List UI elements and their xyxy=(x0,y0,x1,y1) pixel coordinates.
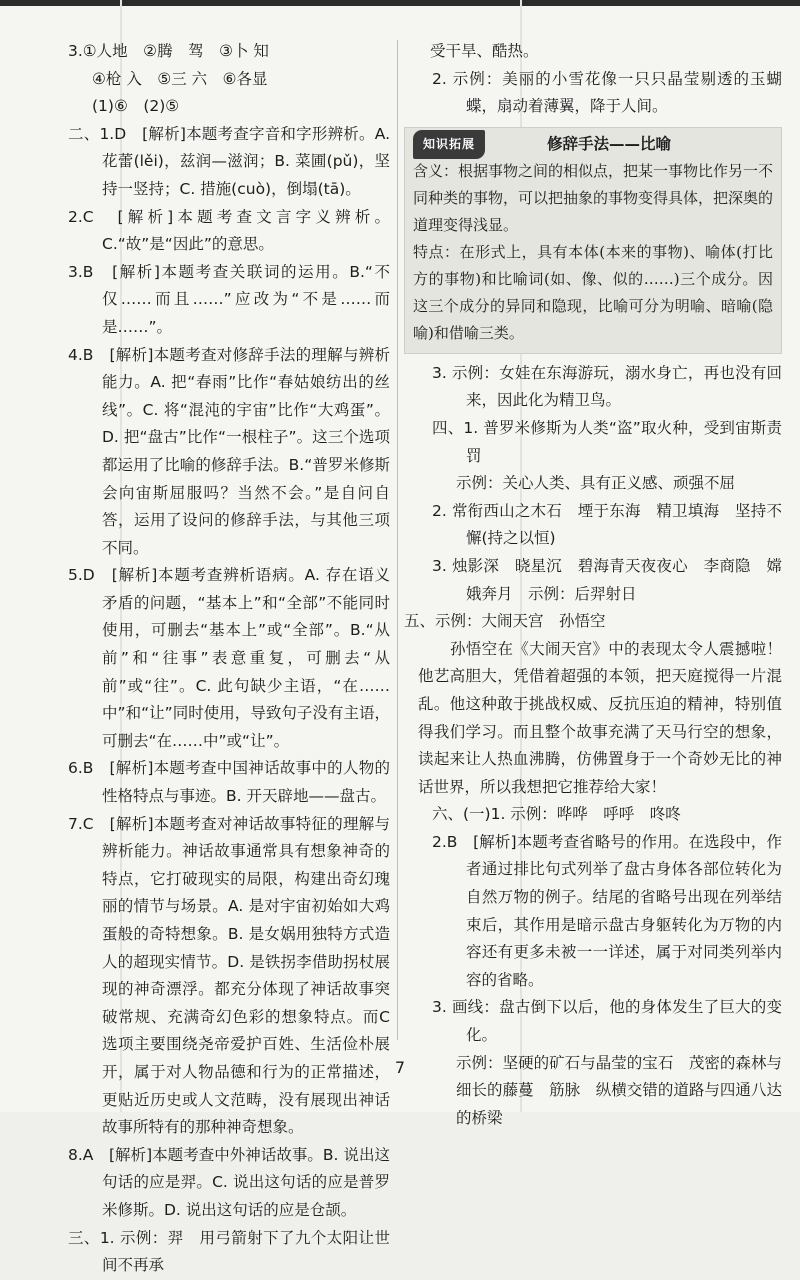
knowledge-features: 特点：在形式上，具有本体(本来的事物)、喻体(打比方的事物)和比喻词(如、像、似的……)三个成分。因这三个成分的异同和隐现，比喻可分为明喻、暗喻(隐喻)和借喻三类。 xyxy=(413,242,773,342)
knowledge-box-header xyxy=(413,132,773,158)
right-column xyxy=(404,38,782,1132)
answer-line: 六、(一)1. 示例：哗哗 呼呼 咚咚 xyxy=(432,805,681,824)
answer-line: 3. 示例：女娃在东海游玩，溺水身亡，再也没有回来，因此化为精卫鸟。 xyxy=(432,363,782,410)
answer-line: 三、1. 示例：羿 用弓箭射下了九个太阳让世间不再承 xyxy=(68,1228,390,1275)
answer-line: 孙悟空在《大闹天宫》中的表现太令人震撼啦！他艺高胆大，凭借着超强的本领，把天庭搅得一片混乱。他这种敢于挑战权威、反抗压迫的精神，特别值得我们学习。而且整个故事充满了天马行空的想象，读起来让人热血沸腾，仿佛置身于一个奇妙无比的神话世界，所以我想把它推荐给大家！ xyxy=(418,639,782,796)
knowledge-definition: 含义：根据事物之间的相似点，把某一事物比作另一不同种类的事物，可以把抽象的事物变得具体，把深奥的道理变得浅显。 xyxy=(413,161,774,234)
answer-line: (1)⑥ (2)⑤ xyxy=(92,97,180,116)
answer-line: 2. 示例：美丽的小雪花像一只只晶莹剔透的玉蝴蝶，扇动着薄翼，降于人间。 xyxy=(432,69,782,116)
answer-line: 受干旱、酷热。 xyxy=(430,42,539,60)
right-top-answers xyxy=(404,38,782,121)
answer-line: 8.A [解析]本题考查中外神话故事。B. 说出这句话的应是羿。C. 说出这句话的应是普罗米修斯。D. 说出这句话的应是仓颉。 xyxy=(68,1145,390,1219)
answer-line: 2.B [解析]本题考查省略号的作用。在选段中，作者通过排比句式列举了盘古身体各部位转化为自然万物的例子。结尾的省略号出现在列举结束后，其作用是暗示盘古身躯转化为万物的内容还有更多未被一一详述，属于对同类列举内容的省略。 xyxy=(432,832,782,989)
answer-line: 3.①人地 ②腾 驾 ③卜 知 xyxy=(68,42,269,60)
right-bottom-answers xyxy=(404,360,782,1133)
knowledge-badge: 知识拓展 xyxy=(413,130,485,159)
page-number: 7 xyxy=(394,1058,406,1077)
answer-line: 5.D [解析]本题考查辨析语病。A. 存在语义矛盾的问题，“基本上”和“全部”不能同时使用，可删去“基本上”或“全部”。B.“从前”和“往事”表意重复，可删去“从前”或“往”。C. 此句缺少主语，“在……中”和“让”同时使用，导致句子没有主语，可删去“在……中”或“让”。 xyxy=(68,566,390,750)
answer-line: 2. 常衔西山之木石 堙于东海 精卫填海 坚持不懈(持之以恒) xyxy=(432,501,782,548)
answer-line: 示例：坚硬的矿石与晶莹的宝石 茂密的森林与细长的藤蔓 筋脉 纵横交错的道路与四通八达的桥梁 xyxy=(456,1053,782,1127)
column-divider xyxy=(397,40,398,1040)
answer-line: 示例：关心人类、具有正义感、顽强不屈 xyxy=(456,474,736,493)
answer-line: 7.C [解析]本题考查对神话故事特征的理解与辨析能力。神话故事通常具有想象神奇的特点，它打破现实的局限，构建出奇幻瑰丽的情节与场景。A. 是对宇宙初始如大鸡蛋般的奇特想象。B. 是女娲用独特方式造人的超现实情节。D. 是铁拐李借助拐杖展现的神奇漂浮。都充分体现了神话故事突破常规、充满奇幻色彩的想象特点。而C选项主要围绕尧帝爱护百姓、生活俭朴展开，属于对人物品德和行为的正常描述，更贴近历史或人文范畴，没有展现出神话故事所特有的那种神奇想象。 xyxy=(68,814,390,1137)
answer-line: 五、示例：大闹天宫 孙悟空 xyxy=(404,612,606,631)
knowledge-title: 修辞手法——比喻 xyxy=(547,135,672,154)
answer-line: ④枪 入 ⑤三 六 ⑥各显 xyxy=(92,69,268,88)
answer-line: 二、1.D [解析]本题考查字音和字形辨析。A. 花蕾(lěi)，兹润—滋润；B. 菜圃(pǔ)，坚持一竖持；C. 措施(cuò)，倒塌(tā)。 xyxy=(68,124,390,198)
knowledge-box xyxy=(404,127,782,354)
left-column xyxy=(40,38,390,1280)
answer-line: 四、1. 普罗米修斯为人类“盗”取火种，受到宙斯责罚 xyxy=(432,418,782,465)
answer-line: 6.B [解析]本题考查中国神话故事中的人物的性格特点与事迹。B. 开天辟地——盘古。 xyxy=(68,759,390,806)
answer-line: 2.C [解析]本题考查文言字义辨析。C.“故”是“因此”的意思。 xyxy=(68,207,390,254)
answer-line: 3. 画线：盘古倒下以后，他的身体发生了巨大的变化。 xyxy=(432,998,782,1045)
answer-line: 3.B [解析]本题考查关联词的运用。B.“不仅……而且……”应改为“不是……而是……”。 xyxy=(68,262,390,336)
answer-line: 3. 烛影深 晓星沉 碧海青天夜夜心 李商隐 嫦娥奔月 示例：后羿射日 xyxy=(432,556,782,603)
answer-line: 4.B [解析]本题考查对修辞手法的理解与辨析能力。A. 把“春雨”比作“春姑娘纺出的丝线”。C. 将“混沌的宇宙”比作“大鸡蛋”。D. 把“盘古”比作“一根柱子”。这三个选项都运用了比喻的修辞手法。B.“普罗米修斯会向宙斯屈服吗？当然不会。”是自问自答，运用了设问的修辞手法，与其他三项不同。 xyxy=(68,345,390,557)
